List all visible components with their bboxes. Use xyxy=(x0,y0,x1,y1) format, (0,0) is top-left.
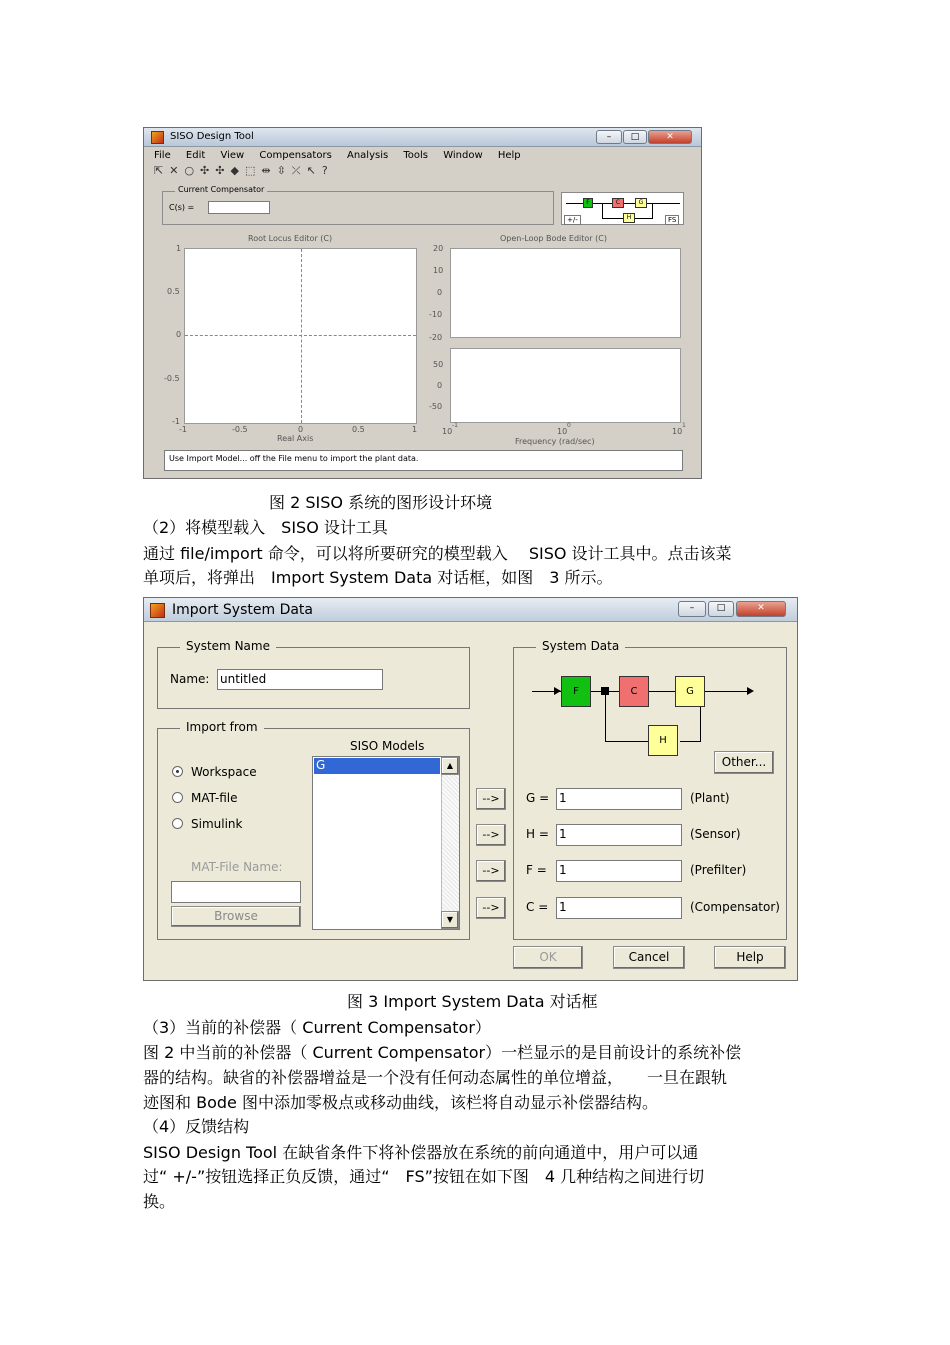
matlab-logo-icon xyxy=(150,603,165,618)
paragraph: 迹图和 Bode 图中添加零极点或移动曲线，该栏将自动显示补偿器结构。 xyxy=(143,1093,658,1112)
name-label: Name: xyxy=(170,672,210,686)
rl-xtick: 0 xyxy=(298,425,304,434)
row-label: H = xyxy=(526,827,549,841)
close-button[interactable]: ✕ xyxy=(736,601,786,617)
block-f: F xyxy=(561,676,591,707)
fit-icon[interactable]: ⇳ xyxy=(276,164,292,177)
figure-2-caption: 图 2 SISO 系统的图形设计环境 xyxy=(269,493,493,512)
paragraph: 通过 file/import 命令，可以将所要研究的模型载入 SISO 设计工具中。点击该菜 xyxy=(143,544,732,563)
menu-tools[interactable]: Tools xyxy=(403,150,429,161)
arrow-button-g[interactable]: --> xyxy=(476,788,506,810)
block-g: G xyxy=(635,198,647,208)
matlab-logo-icon xyxy=(151,131,164,144)
block-c: C xyxy=(612,198,624,208)
radio-selected-icon xyxy=(172,766,183,777)
f-input[interactable]: 1 xyxy=(556,860,682,882)
fs-button[interactable]: FS xyxy=(665,215,679,225)
menu-bar xyxy=(154,150,533,161)
rl-xtick: 0.5 xyxy=(352,425,365,434)
bode-mag-tick: 20 xyxy=(433,244,444,253)
radio-mat-file[interactable] xyxy=(172,791,237,805)
mat-file-name-label: MAT-File Name: xyxy=(191,860,283,874)
bode-xlabel: Frequency (rad/sec) xyxy=(515,437,595,446)
add-complex-zero-icon[interactable]: ◆ xyxy=(230,164,245,177)
rl-ytick: -0.5 xyxy=(164,374,180,383)
mat-file-name-input[interactable] xyxy=(171,881,301,903)
bode-phase-tick: 0 xyxy=(437,381,443,390)
menu-edit[interactable]: Edit xyxy=(185,150,206,161)
bode-magnitude-axes[interactable] xyxy=(450,248,681,338)
paragraph: （3）当前的补偿器（ Current Compensator） xyxy=(143,1018,491,1037)
h-input[interactable]: 1 xyxy=(556,824,682,846)
feedback-diagram xyxy=(561,192,684,225)
radio-label: Simulink xyxy=(191,817,243,831)
bode-phase-tick: -50 xyxy=(429,402,443,411)
rl-ytick: -1 xyxy=(172,417,180,426)
bode-xtick: 10 xyxy=(557,427,568,436)
arrow-button-f[interactable]: --> xyxy=(476,860,506,882)
c-input[interactable]: 1 xyxy=(556,897,682,919)
figure-3-caption: 图 3 Import System Data 对话框 xyxy=(347,992,598,1011)
paragraph: SISO Design Tool 在缺省条件下将补偿器放在系统的前向通道中，用户可以通 xyxy=(143,1143,699,1162)
block-f: F xyxy=(583,198,593,208)
bode-title: Open-Loop Bode Editor (C) xyxy=(500,234,607,243)
delete-icon[interactable]: ✕ xyxy=(169,164,185,177)
arrow-button-c[interactable]: --> xyxy=(476,897,506,919)
paragraph: （4）反馈结构 xyxy=(143,1117,250,1136)
bode-mag-tick: 10 xyxy=(433,266,444,275)
help-icon[interactable]: ↖? xyxy=(306,164,334,177)
menu-help[interactable]: Help xyxy=(497,150,521,161)
add-complex-pole-icon[interactable]: ✣ xyxy=(215,164,231,177)
rl-xtick: 1 xyxy=(412,425,418,434)
bode-phase-axes[interactable] xyxy=(450,348,681,423)
bode-mag-tick: -10 xyxy=(429,310,443,319)
block-h: H xyxy=(648,725,678,756)
menu-analysis[interactable]: Analysis xyxy=(346,150,389,161)
plus-minus-button[interactable]: +/- xyxy=(564,215,581,225)
eraser-icon[interactable]: ⤫ xyxy=(291,164,307,177)
bode-phase-tick: 50 xyxy=(433,360,444,369)
row-desc: (Sensor) xyxy=(690,827,741,841)
rl-xtick: -1 xyxy=(179,425,187,434)
block-c: C xyxy=(619,676,649,707)
group-label: Current Compensator xyxy=(175,185,267,194)
row-label: C = xyxy=(526,900,549,914)
paragraph: 过“ +/-”按钮选择正负反馈，通过“ FS”按钮在如下图 4 几种结构之间进行切 xyxy=(143,1167,705,1186)
bode-xtick: 10 xyxy=(672,427,683,436)
siso-models-label: SISO Models xyxy=(350,739,425,753)
summing-junction xyxy=(601,687,609,695)
browse-button[interactable]: Browse xyxy=(171,906,301,927)
pointer-icon[interactable]: ⇱ xyxy=(154,164,170,177)
bode-xtick-exp: -1 xyxy=(452,422,458,429)
current-compensator-group xyxy=(162,185,554,225)
list-scrollbar[interactable] xyxy=(441,757,459,929)
block-g: G xyxy=(675,676,705,707)
rl-xlabel: Real Axis xyxy=(277,434,314,443)
name-input[interactable]: untitled xyxy=(217,669,383,690)
add-zero-icon[interactable]: ✣ xyxy=(200,164,216,177)
compensator-field[interactable] xyxy=(208,201,270,214)
block-h: H xyxy=(623,213,635,223)
bode-xtick-exp: 1 xyxy=(682,422,686,429)
pan-icon[interactable]: ⇹ xyxy=(261,164,277,177)
help-button[interactable]: Help xyxy=(714,946,786,969)
radio-label: MAT-file xyxy=(191,791,238,805)
row-desc: (Compensator) xyxy=(690,900,780,914)
ok-button[interactable]: OK xyxy=(513,946,583,969)
list-item[interactable]: G xyxy=(314,758,440,774)
menu-window[interactable]: Window xyxy=(443,150,483,161)
title-bar xyxy=(144,128,701,147)
window-title: SISO Design Tool xyxy=(170,131,254,142)
paragraph: 换。 xyxy=(143,1192,176,1211)
zoom-icon[interactable]: ⬚ xyxy=(244,164,262,177)
minimize-button[interactable]: – xyxy=(678,601,706,617)
add-pole-icon[interactable]: ○ xyxy=(184,164,201,177)
root-locus-axes[interactable] xyxy=(184,248,417,424)
bode-xtick-exp: 0 xyxy=(567,422,571,429)
radio-icon xyxy=(172,792,183,803)
menu-compensators[interactable]: Compensators xyxy=(259,150,332,161)
bode-xtick: 10 xyxy=(442,427,453,436)
rl-ytick: 0 xyxy=(176,330,182,339)
bode-mag-tick: -20 xyxy=(429,333,443,342)
cancel-button[interactable]: Cancel xyxy=(613,946,685,969)
status-bar: Use Import Model... off the File menu to import the plant data. xyxy=(164,450,683,471)
feedback-line xyxy=(680,741,701,742)
toolbar xyxy=(154,164,334,178)
import-system-data-window xyxy=(143,597,798,981)
bode-mag-tick: 0 xyxy=(437,288,443,297)
radio-icon xyxy=(172,818,183,829)
radio-workspace[interactable] xyxy=(172,765,257,779)
rl-xtick: -0.5 xyxy=(232,425,248,434)
maximize-button[interactable]: □ xyxy=(708,601,734,617)
minimize-button[interactable]: – xyxy=(596,130,622,144)
siso-models-list[interactable] xyxy=(312,756,460,930)
arrowhead-icon xyxy=(747,687,754,695)
root-locus-title: Root Locus Editor (C) xyxy=(248,234,333,243)
arrowhead-icon xyxy=(554,687,561,695)
title-bar xyxy=(144,598,797,622)
other-button[interactable]: Other... xyxy=(714,751,774,774)
cs-label: C(s) = xyxy=(169,203,195,212)
radio-simulink[interactable] xyxy=(172,817,242,831)
row-desc: (Plant) xyxy=(690,791,730,805)
menu-file[interactable]: File xyxy=(154,150,171,161)
row-desc: (Prefilter) xyxy=(690,863,747,877)
arrow-button-h[interactable]: --> xyxy=(476,824,506,846)
rl-ytick: 1 xyxy=(176,244,182,253)
paragraph: 器的结构。缺省的补偿器增益是一个没有任何动态属性的单位增益， 一旦在跟轨 xyxy=(143,1068,728,1087)
row-label: G = xyxy=(526,791,550,805)
maximize-button[interactable]: □ xyxy=(623,130,647,144)
close-button[interactable]: ✕ xyxy=(648,130,692,144)
radio-label: Workspace xyxy=(191,765,257,779)
rl-ytick: 0.5 xyxy=(167,287,180,296)
import-from-group xyxy=(157,720,470,940)
window-title: Import System Data xyxy=(172,602,313,618)
feedback-line xyxy=(605,691,606,741)
scroll-up-button[interactable]: ▲ xyxy=(441,757,459,775)
row-label: F = xyxy=(526,863,547,877)
paragraph: （2）将模型载入 SISO 设计工具 xyxy=(143,518,388,537)
g-input[interactable]: 1 xyxy=(556,788,682,810)
scroll-down-button[interactable]: ▼ xyxy=(441,911,459,929)
group-label: Import from xyxy=(180,720,264,734)
paragraph: 图 2 中当前的补偿器（ Current Compensator）一栏显示的是目前设计的系统补偿 xyxy=(143,1043,742,1062)
system-name-group xyxy=(157,639,470,709)
siso-design-tool-window xyxy=(143,127,702,479)
system-data-group xyxy=(513,639,787,940)
menu-view[interactable]: View xyxy=(220,150,245,161)
group-label: System Data xyxy=(536,639,625,653)
paragraph: 单项后，将弹出 Import System Data 对话框，如图 3 所示。 xyxy=(143,568,613,587)
group-label: System Name xyxy=(180,639,276,653)
